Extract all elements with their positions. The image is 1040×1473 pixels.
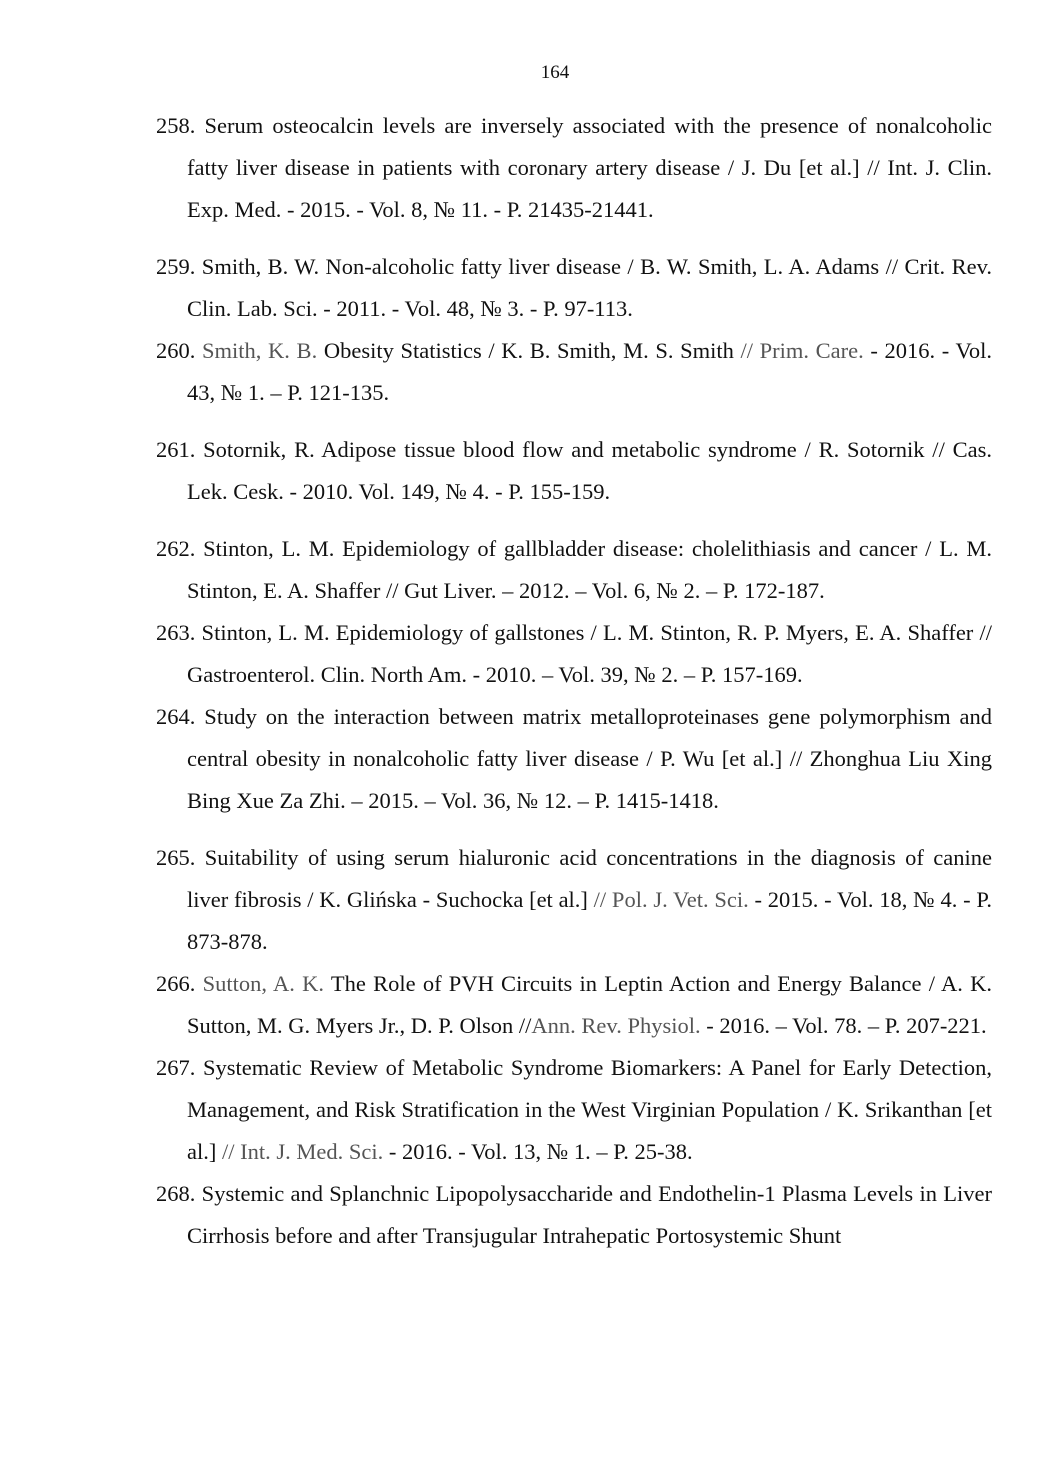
reference-list [156, 105, 992, 1257]
reference-number: 258. [156, 113, 196, 138]
reference-text: Smith, K. B. [202, 338, 318, 363]
reference-number: 266. [156, 971, 196, 996]
reference-number: 260. [156, 338, 196, 363]
reference-number: 259. [156, 254, 196, 279]
reference-number: 268. [156, 1181, 196, 1206]
reference-text: Stinton, L. M. Epidemiology of gallbladder disease: cholelithiasis and cancer / L. M. Stinton, E. A. Shaffer // Gut Liver. – 2012. – Vol. 6, № 2. – P. 172-187. [187, 536, 992, 603]
reference-item [156, 246, 992, 330]
reference-number: 267. [156, 1055, 196, 1080]
reference-text: Ann. Rev. Physiol. [531, 1013, 701, 1038]
reference-number: 262. [156, 536, 196, 561]
reference-text: Serum osteocalcin levels are inversely associated with the presence of nonalcoholic fatty liver disease in patients with coronary artery disease / J. Du [et al.] // Int. J. Clin. Exp. Med. - 2015. - Vol. 8, № 11. - P. 21435-21441. [187, 113, 992, 222]
reference-text: Sotornik, R. Adipose tissue blood flow and metabolic syndrome / R. Sotornik // Cas. Lek. Cesk. - 2010. Vol. 149, № 4. - P. 155-159. [187, 437, 992, 504]
reference-text: Suitability of using serum hialuronic acid concentrations in the diagnosis of canine liver fibrosis / K. Glińska - Suchocka [et al.] [187, 845, 992, 912]
reference-item [156, 528, 992, 612]
reference-text: - 2016. - Vol. 13, № 1. – P. 25-38. [383, 1139, 693, 1164]
reference-text: The Role of PVH Circuits in Leptin Action and Energy Balance / A. K. Sutton, M. G. Myers Jr., D. P. Olson // [187, 971, 992, 1038]
reference-text: Systemic and Splanchnic Lipopolysaccharide and Endothelin-1 Plasma Levels in Liver Cirrhosis before and after Transjugular Intrahepatic Portosystemic Shunt [187, 1181, 992, 1248]
reference-text: // Prim. Care. [740, 338, 864, 363]
reference-text: Stinton, L. M. Epidemiology of gallstones / L. M. Stinton, R. P. Myers, E. A. Shaffer // Gastroenterol. Clin. North Am. - 2010. – Vol. 39, № 2. – P. 157-169. [187, 620, 992, 687]
reference-item [156, 330, 992, 414]
reference-number: 265. [156, 845, 196, 870]
reference-text [195, 971, 202, 996]
reference-text: // Pol. J. Vet. Sci. [593, 887, 749, 912]
reference-text: Sutton, A. K. [202, 971, 325, 996]
reference-item [156, 612, 992, 696]
reference-text: Obesity Statistics / K. B. Smith, M. S. Smith [317, 338, 741, 363]
reference-item [156, 1173, 992, 1257]
reference-text: - 2016. - Vol. 43, № 1. – P. 121-135. [187, 338, 993, 405]
reference-item [156, 429, 992, 513]
reference-item [156, 1047, 992, 1173]
reference-item [156, 837, 992, 963]
reference-text: - 2016. – Vol. 78. – P. 207-221. [700, 1013, 987, 1038]
reference-number: 263. [156, 620, 196, 645]
reference-number: 264. [156, 704, 196, 729]
page-number: 164 [540, 62, 570, 83]
reference-text: Study on the interaction between matrix metalloproteinases gene polymorphism and central obesity in nonalcoholic fatty liver disease / P. Wu [et al.] // Zhonghua Liu Xing Bing Xue Za Zhi. – 2015. – Vol. 36, № 12. – P. 1415-1418. [187, 704, 992, 813]
reference-number: 261. [156, 437, 196, 462]
reference-item [156, 105, 992, 231]
reference-text: Smith, B. W. Non-alcoholic fatty liver disease / B. W. Smith, L. A. Adams // Crit. Rev. Clin. Lab. Sci. - 2011. - Vol. 48, № 3. - P. 97-113. [187, 254, 992, 321]
reference-text: - 2015. - Vol. 18, № 4. - P. 873-878. [187, 887, 992, 954]
reference-text: // Int. J. Med. Sci. [221, 1139, 384, 1164]
reference-text: Systematic Review of Metabolic Syndrome Biomarkers: A Panel for Early Detection, Management, and Risk Stratification in the West Virginian Population / K. Srikanthan [et al.] [187, 1055, 992, 1164]
reference-item [156, 696, 992, 822]
reference-item [156, 963, 992, 1047]
